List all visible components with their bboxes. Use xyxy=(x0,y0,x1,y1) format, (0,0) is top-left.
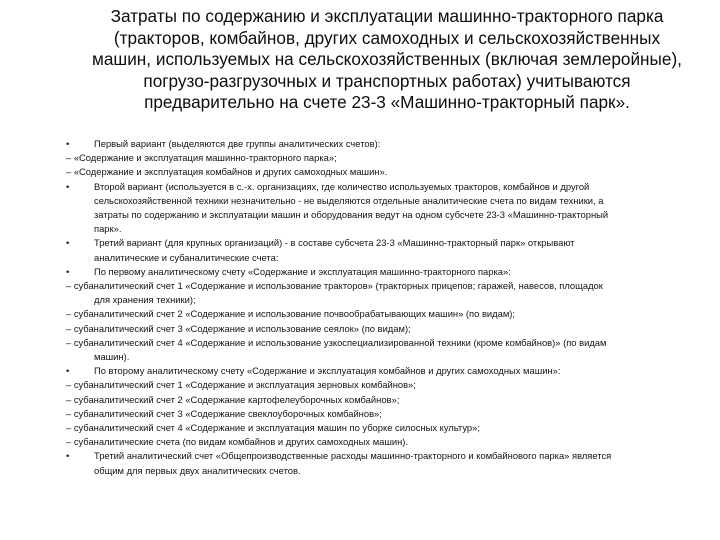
item-text-continuation: сельскохозяйственной техники незначительно - не выделяются отдельные аналитические счета по видам техники, а xyxy=(94,194,604,206)
item-text: Третий аналитический счет «Общепроизводственные расходы машинно-тракторного и комбайнового парка» является xyxy=(94,450,612,462)
dash-item xyxy=(66,421,706,435)
title-line: (тракторов, комбайнов, других самоходных и сельскохозяйственных xyxy=(113,27,661,48)
dash-item xyxy=(66,336,706,364)
item-text-continuation: для хранения техники); xyxy=(94,294,196,306)
item-text: Второй вариант (используется в с.-х. организациях, где количество используемых тракторов, комбайнов и другой xyxy=(94,180,590,192)
dash-item xyxy=(66,407,706,421)
dash-item xyxy=(66,378,706,392)
item-text-continuation: затраты по содержанию и эксплуатации машин и оборудования ведут на одном субсчете 23-3 «Машинно-тракторный xyxy=(94,209,609,221)
bullet-marker: • xyxy=(66,365,70,377)
item-text: – субаналитические счета (по видам комбайнов и других самоходных машин). xyxy=(66,436,409,448)
slide-body xyxy=(66,137,706,478)
item-text: – субаналитический счет 2 «Содержание картофелеуборочных комбайнов»; xyxy=(66,393,400,405)
dash-item xyxy=(66,151,706,165)
slide-title xyxy=(62,6,712,114)
bullet-marker: • xyxy=(66,138,70,149)
title-line: машин, используемых на сельскохозяйственных (включая землеройные), xyxy=(92,49,682,70)
title-line: предварительно на счете 23-3 «Машинно-тракторный парк». xyxy=(144,92,630,113)
bullet-item xyxy=(66,265,706,279)
item-text-continuation: парк». xyxy=(94,223,122,235)
item-text: – субаналитический счет 3 «Содержание и использование сеялок» (по видам); xyxy=(66,322,411,334)
bullet-item xyxy=(66,137,706,151)
item-text: – субаналитический счет 4 «Содержание и использование узкоспециализированной техники (кроме комбайнов)» (по видам xyxy=(66,336,607,348)
bullet-item xyxy=(66,449,706,477)
bullet-marker: • xyxy=(66,265,70,277)
item-text: Третий вариант (для крупных организаций) - в составе субсчета 23-3 «Машинно-тракторный парк» открывают xyxy=(94,237,575,249)
title-line: Затраты по содержанию и эксплуатации машинно-тракторного парка xyxy=(110,6,664,26)
bullet-item xyxy=(66,236,706,264)
item-text: – «Содержание и эксплуатация комбайнов и других самоходных машин». xyxy=(66,166,388,178)
item-text-continuation: машин). xyxy=(94,351,130,363)
bullet-marker: • xyxy=(66,180,70,192)
item-text: – субаналитический счет 3 «Содержание свеклоуборочных комбайнов»; xyxy=(66,407,382,419)
bullet-item xyxy=(66,364,706,378)
item-text: – субаналитический счет 4 «Содержание и эксплуатация машин по уборке силосных культур»; xyxy=(66,422,480,434)
bullet-marker: • xyxy=(66,237,70,249)
dash-item xyxy=(66,435,706,449)
item-text: – субаналитический счет 1 «Содержание и эксплуатация зерновых комбайнов»; xyxy=(66,379,416,391)
item-text: Первый вариант (выделяются две группы аналитических счетов): xyxy=(94,138,381,149)
item-text: – субаналитический счет 2 «Содержание и использование почвообрабатывающих машин» (по видам); xyxy=(66,308,516,320)
item-text: По второму аналитическому счету «Содержание и эксплуатация комбайнов и других самоходных машин»: xyxy=(94,365,561,377)
item-text-continuation: общим для первых двух аналитических счетов. xyxy=(94,464,301,476)
title-line: погрузо-разгрузочных и транспортных работах) учитываются xyxy=(143,70,631,91)
item-text: – «Содержание и эксплуатация машинно-тракторного парка»; xyxy=(66,152,337,164)
item-text: – субаналитический счет 1 «Содержание и использование тракторов» (тракторных прицепов; гаражей, навесов, площадок xyxy=(66,280,603,292)
bullet-item xyxy=(66,180,706,237)
dash-item xyxy=(66,165,706,179)
dash-item xyxy=(66,307,706,321)
item-text-continuation: аналитические и субаналитические счета: xyxy=(94,251,279,263)
item-text: По первому аналитическому счету «Содержание и эксплуатация машинно-тракторного парка»: xyxy=(94,265,511,277)
dash-item xyxy=(66,322,706,336)
dash-item xyxy=(66,393,706,407)
dash-item xyxy=(66,279,706,307)
bullet-marker: • xyxy=(66,450,70,462)
